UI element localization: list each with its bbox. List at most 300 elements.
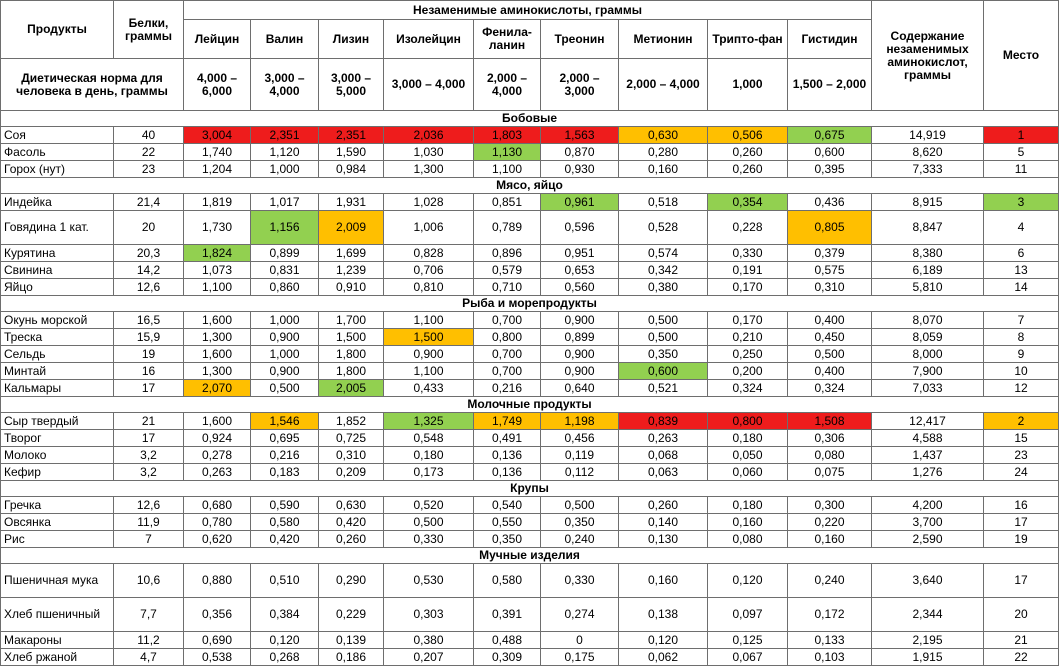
- rank-value: 24: [984, 464, 1059, 481]
- norm-value-6: 2,000 – 4,000: [619, 59, 708, 111]
- amino-value: 1,100: [384, 312, 474, 329]
- amino-value: 0,229: [319, 598, 384, 632]
- table-row: [1, 312, 1059, 329]
- amino-value: 1,508: [788, 413, 872, 430]
- amino-value: 0,870: [541, 144, 619, 161]
- amino-value: 1,300: [384, 161, 474, 178]
- amino-value: 0,500: [619, 312, 708, 329]
- amino-value: 0,590: [251, 497, 319, 514]
- amino-value: 1,819: [184, 194, 251, 211]
- amino-value: 1,073: [184, 262, 251, 279]
- amino-value: 0,207: [384, 649, 474, 666]
- protein-value: 12,6: [114, 279, 184, 296]
- amino-value: 0,899: [251, 245, 319, 262]
- amino-value: 0,330: [541, 564, 619, 598]
- product-name: Молоко: [1, 447, 114, 464]
- amino-value: 0,186: [319, 649, 384, 666]
- total-value: 5,810: [872, 279, 984, 296]
- amino-value: 1,699: [319, 245, 384, 262]
- norm-value-4: 2,000 – 4,000: [474, 59, 541, 111]
- protein-value: 15,9: [114, 329, 184, 346]
- table-row: [1, 531, 1059, 548]
- product-name: Яйцо: [1, 279, 114, 296]
- amino-value: 0,216: [251, 447, 319, 464]
- amino-value: 0,580: [251, 514, 319, 531]
- protein-value: 7: [114, 531, 184, 548]
- header-rank: Место: [984, 1, 1059, 111]
- protein-value: 40: [114, 127, 184, 144]
- amino-value: 0,170: [708, 279, 788, 296]
- table-row: [1, 598, 1059, 632]
- amino-value: 0,675: [788, 127, 872, 144]
- amino-value: 0,706: [384, 262, 474, 279]
- rank-value: 17: [984, 564, 1059, 598]
- table-row: [1, 211, 1059, 245]
- amino-value: 0,560: [541, 279, 619, 296]
- amino-value: 0,538: [184, 649, 251, 666]
- amino-value: 0,780: [184, 514, 251, 531]
- amino-value: 0,112: [541, 464, 619, 481]
- table-body: [1, 111, 1059, 666]
- norm-value-8: 1,500 – 2,000: [788, 59, 872, 111]
- amino-value: 0,209: [319, 464, 384, 481]
- total-value: 8,620: [872, 144, 984, 161]
- amino-value: 0,350: [619, 346, 708, 363]
- rank-value: 22: [984, 649, 1059, 666]
- table-row: [1, 413, 1059, 430]
- norm-value-3: 3,000 – 4,000: [384, 59, 474, 111]
- amino-value: 0,961: [541, 194, 619, 211]
- header-amino-5: Треонин: [541, 20, 619, 59]
- amino-value: 1,600: [184, 312, 251, 329]
- amino-value: 0,640: [541, 380, 619, 397]
- amino-value: 0,880: [184, 564, 251, 598]
- amino-value: 0,324: [788, 380, 872, 397]
- amino-value: 1,130: [474, 144, 541, 161]
- amino-value: 0,130: [619, 531, 708, 548]
- rank-value: 3: [984, 194, 1059, 211]
- amino-value: 1,600: [184, 413, 251, 430]
- total-value: 3,700: [872, 514, 984, 531]
- rank-value: 21: [984, 632, 1059, 649]
- table-row: [1, 144, 1059, 161]
- product-name: Говядина 1 кат.: [1, 211, 114, 245]
- total-value: 3,640: [872, 564, 984, 598]
- amino-value: 1,824: [184, 245, 251, 262]
- product-name: Овсянка: [1, 514, 114, 531]
- amino-value: 1,800: [319, 363, 384, 380]
- amino-value: 0,700: [474, 363, 541, 380]
- amino-value: 1,800: [319, 346, 384, 363]
- section-title: Молочные продукты: [1, 397, 1059, 413]
- amino-value: 1,325: [384, 413, 474, 430]
- protein-value: 17: [114, 430, 184, 447]
- amino-value: 1,120: [251, 144, 319, 161]
- amino-value: 0,068: [619, 447, 708, 464]
- amino-value: 1,030: [384, 144, 474, 161]
- amino-value: 2,009: [319, 211, 384, 245]
- amino-value: 0,580: [474, 564, 541, 598]
- amino-value: 0,120: [708, 564, 788, 598]
- amino-value: 0,491: [474, 430, 541, 447]
- amino-value: 1,000: [251, 161, 319, 178]
- total-value: 4,200: [872, 497, 984, 514]
- amino-value: 1,600: [184, 346, 251, 363]
- rank-value: 4: [984, 211, 1059, 245]
- amino-value: 0,160: [619, 161, 708, 178]
- table-row: [1, 363, 1059, 380]
- amino-value: 0,851: [474, 194, 541, 211]
- amino-value: 0: [541, 632, 619, 649]
- amino-value: 0,839: [619, 413, 708, 430]
- amino-value: 0,805: [788, 211, 872, 245]
- amino-value: 0,354: [708, 194, 788, 211]
- amino-value: 0,310: [788, 279, 872, 296]
- amino-value: 0,900: [251, 329, 319, 346]
- protein-value: 14,2: [114, 262, 184, 279]
- rank-value: 20: [984, 598, 1059, 632]
- amino-value: 0,263: [619, 430, 708, 447]
- amino-value: 0,456: [541, 430, 619, 447]
- norm-value-1: 3,000 – 4,000: [251, 59, 319, 111]
- amino-value: 1,100: [384, 363, 474, 380]
- amino-value: 0,274: [541, 598, 619, 632]
- total-value: 8,847: [872, 211, 984, 245]
- table-row: [1, 649, 1059, 666]
- header-total: Содержание незаменимых аминокислот, граммы: [872, 1, 984, 111]
- table-row: [1, 346, 1059, 363]
- amino-value: 0,810: [384, 279, 474, 296]
- table-row: [1, 447, 1059, 464]
- total-value: 4,588: [872, 430, 984, 447]
- rank-value: 13: [984, 262, 1059, 279]
- amino-value: 0,220: [788, 514, 872, 531]
- amino-value: 1,000: [251, 346, 319, 363]
- amino-value: 0,280: [619, 144, 708, 161]
- total-value: 7,900: [872, 363, 984, 380]
- header-amino-2: Лизин: [319, 20, 384, 59]
- protein-value: 17: [114, 380, 184, 397]
- amino-value: 0,436: [788, 194, 872, 211]
- amino-value: 1,730: [184, 211, 251, 245]
- amino-value: 1,931: [319, 194, 384, 211]
- rank-value: 2: [984, 413, 1059, 430]
- amino-value: 1,000: [251, 312, 319, 329]
- amino-value: 1,852: [319, 413, 384, 430]
- rank-value: 8: [984, 329, 1059, 346]
- product-name: Горох (нут): [1, 161, 114, 178]
- protein-value: 4,7: [114, 649, 184, 666]
- amino-value: 0,860: [251, 279, 319, 296]
- amino-value: 0,900: [251, 363, 319, 380]
- amino-value: 0,700: [474, 346, 541, 363]
- amino-value: 1,028: [384, 194, 474, 211]
- amino-value: 1,204: [184, 161, 251, 178]
- amino-value: 0,180: [384, 447, 474, 464]
- total-value: 8,000: [872, 346, 984, 363]
- norm-value-0: 4,000 – 6,000: [184, 59, 251, 111]
- amino-value: 0,930: [541, 161, 619, 178]
- amino-value: 0,924: [184, 430, 251, 447]
- amino-value: 1,156: [251, 211, 319, 245]
- header-amino-0: Лейцин: [184, 20, 251, 59]
- product-name: Индейка: [1, 194, 114, 211]
- amino-value: 0,160: [788, 531, 872, 548]
- rank-value: 6: [984, 245, 1059, 262]
- amino-value: 0,278: [184, 447, 251, 464]
- product-name: Творог: [1, 430, 114, 447]
- amino-value: 0,120: [251, 632, 319, 649]
- amino-value: 0,191: [708, 262, 788, 279]
- amino-value: 0,550: [474, 514, 541, 531]
- amino-value: 0,630: [619, 127, 708, 144]
- amino-value: 0,831: [251, 262, 319, 279]
- amino-value: 0,380: [619, 279, 708, 296]
- product-name: Пшеничная мука: [1, 564, 114, 598]
- amino-value: 0,136: [474, 447, 541, 464]
- amino-value: 0,140: [619, 514, 708, 531]
- amino-value: 0,510: [251, 564, 319, 598]
- total-value: 2,344: [872, 598, 984, 632]
- amino-value: 0,050: [708, 447, 788, 464]
- amino-value: 0,136: [474, 464, 541, 481]
- header-amino-1: Валин: [251, 20, 319, 59]
- amino-value: 2,005: [319, 380, 384, 397]
- amino-value: 0,133: [788, 632, 872, 649]
- total-value: 8,380: [872, 245, 984, 262]
- amino-value: 1,006: [384, 211, 474, 245]
- product-name: Соя: [1, 127, 114, 144]
- norm-label: Диетическая норма для человека в день, граммы: [1, 59, 184, 111]
- amino-value: 0,250: [708, 346, 788, 363]
- amino-value: 1,700: [319, 312, 384, 329]
- amino-value: 0,180: [708, 497, 788, 514]
- amino-value: 0,350: [474, 531, 541, 548]
- amino-value: 0,216: [474, 380, 541, 397]
- amino-value: 0,528: [619, 211, 708, 245]
- rank-value: 23: [984, 447, 1059, 464]
- protein-value: 16: [114, 363, 184, 380]
- amino-value: 0,138: [619, 598, 708, 632]
- header-protein: Белки, граммы: [114, 1, 184, 59]
- section-row: [1, 548, 1059, 564]
- table-row: [1, 564, 1059, 598]
- table-row: [1, 245, 1059, 262]
- product-name: Окунь морской: [1, 312, 114, 329]
- amino-value: 0,380: [384, 632, 474, 649]
- table-row: [1, 464, 1059, 481]
- protein-value: 12,6: [114, 497, 184, 514]
- table-row: [1, 380, 1059, 397]
- protein-value: 20,3: [114, 245, 184, 262]
- product-name: Треска: [1, 329, 114, 346]
- amino-value: 0,268: [251, 649, 319, 666]
- section-row: [1, 397, 1059, 413]
- protein-value: 16,5: [114, 312, 184, 329]
- section-title: Мясо, яйцо: [1, 178, 1059, 194]
- section-row: [1, 111, 1059, 127]
- protein-value: 21,4: [114, 194, 184, 211]
- header-amino-7: Трипто-фан: [708, 20, 788, 59]
- section-row: [1, 296, 1059, 312]
- amino-value: 0,263: [184, 464, 251, 481]
- product-name: Макароны: [1, 632, 114, 649]
- amino-value: 1,500: [319, 329, 384, 346]
- amino-value: 0,420: [251, 531, 319, 548]
- amino-value: 0,200: [708, 363, 788, 380]
- norm-value-7: 1,000: [708, 59, 788, 111]
- header-amino-8: Гистидин: [788, 20, 872, 59]
- norm-value-2: 3,000 – 5,000: [319, 59, 384, 111]
- amino-value: 0,520: [384, 497, 474, 514]
- table-row: [1, 430, 1059, 447]
- protein-value: 21: [114, 413, 184, 430]
- amino-value: 0,500: [541, 497, 619, 514]
- amino-value: 0,548: [384, 430, 474, 447]
- amino-value: 0,379: [788, 245, 872, 262]
- amino-value: 0,900: [541, 363, 619, 380]
- total-value: 1,276: [872, 464, 984, 481]
- rank-value: 16: [984, 497, 1059, 514]
- protein-value: 20: [114, 211, 184, 245]
- rank-value: 15: [984, 430, 1059, 447]
- amino-value: 0,700: [474, 312, 541, 329]
- amino-value: 0,710: [474, 279, 541, 296]
- amino-value: 0,695: [251, 430, 319, 447]
- protein-value: 23: [114, 161, 184, 178]
- protein-value: 3,2: [114, 447, 184, 464]
- table-row: [1, 127, 1059, 144]
- product-name: Курятина: [1, 245, 114, 262]
- amino-value: 1,017: [251, 194, 319, 211]
- amino-value: 1,300: [184, 329, 251, 346]
- amino-value: 0,420: [319, 514, 384, 531]
- amino-value: 0,789: [474, 211, 541, 245]
- rank-value: 11: [984, 161, 1059, 178]
- protein-value: 7,7: [114, 598, 184, 632]
- amino-value: 0,183: [251, 464, 319, 481]
- amino-value: 0,356: [184, 598, 251, 632]
- amino-value: 3,004: [184, 127, 251, 144]
- amino-value: 0,400: [788, 312, 872, 329]
- section-row: [1, 481, 1059, 497]
- rank-value: 14: [984, 279, 1059, 296]
- amino-value: 0,097: [708, 598, 788, 632]
- rank-value: 17: [984, 514, 1059, 531]
- table-row: [1, 194, 1059, 211]
- product-name: Рис: [1, 531, 114, 548]
- amino-value: 0,900: [541, 346, 619, 363]
- table-row: [1, 497, 1059, 514]
- amino-value: 0,173: [384, 464, 474, 481]
- amino-value: 0,260: [708, 161, 788, 178]
- amino-value: 1,590: [319, 144, 384, 161]
- amino-value: 1,300: [184, 363, 251, 380]
- product-name: Фасоль: [1, 144, 114, 161]
- header-amino-6: Метионин: [619, 20, 708, 59]
- rank-value: 19: [984, 531, 1059, 548]
- amino-value: 2,351: [251, 127, 319, 144]
- amino-value: 1,740: [184, 144, 251, 161]
- table-row: [1, 329, 1059, 346]
- amino-value: 0,391: [474, 598, 541, 632]
- amino-value: 0,828: [384, 245, 474, 262]
- amino-value: 0,103: [788, 649, 872, 666]
- amino-value: 0,690: [184, 632, 251, 649]
- amino-value: 0,310: [319, 447, 384, 464]
- amino-value: 0,984: [319, 161, 384, 178]
- amino-value: 0,139: [319, 632, 384, 649]
- amino-value: 0,596: [541, 211, 619, 245]
- amino-value: 0,324: [708, 380, 788, 397]
- product-name: Хлеб ржаной: [1, 649, 114, 666]
- amino-value: 0,500: [384, 514, 474, 531]
- amino-value: 0,260: [319, 531, 384, 548]
- product-name: Гречка: [1, 497, 114, 514]
- amino-value: 0,330: [708, 245, 788, 262]
- amino-value: 0,260: [619, 497, 708, 514]
- rank-value: 1: [984, 127, 1059, 144]
- section-row: [1, 178, 1059, 194]
- amino-value: 0,080: [708, 531, 788, 548]
- rank-value: 7: [984, 312, 1059, 329]
- amino-value: 0,080: [788, 447, 872, 464]
- amino-value: 0,488: [474, 632, 541, 649]
- rank-value: 12: [984, 380, 1059, 397]
- amino-value: 2,036: [384, 127, 474, 144]
- amino-value: 0,575: [788, 262, 872, 279]
- amino-value: 0,530: [384, 564, 474, 598]
- amino-value: 0,309: [474, 649, 541, 666]
- protein-value: 3,2: [114, 464, 184, 481]
- table-row: [1, 514, 1059, 531]
- amino-value: 0,800: [708, 413, 788, 430]
- header-amino-4: Фенила-ланин: [474, 20, 541, 59]
- amino-value: 0,800: [474, 329, 541, 346]
- amino-value: 0,400: [788, 363, 872, 380]
- amino-value: 0,172: [788, 598, 872, 632]
- total-value: 6,189: [872, 262, 984, 279]
- amino-value: 0,896: [474, 245, 541, 262]
- amino-value: 0,240: [788, 564, 872, 598]
- amino-value: 0,540: [474, 497, 541, 514]
- amino-value: 0,620: [184, 531, 251, 548]
- amino-value: 0,120: [619, 632, 708, 649]
- amino-value: 0,395: [788, 161, 872, 178]
- amino-value: 0,680: [184, 497, 251, 514]
- amino-value: 1,803: [474, 127, 541, 144]
- amino-value: 0,630: [319, 497, 384, 514]
- section-title: Мучные изделия: [1, 548, 1059, 564]
- amino-value: 0,240: [541, 531, 619, 548]
- amino-value: 0,330: [384, 531, 474, 548]
- amino-value: 0,500: [788, 346, 872, 363]
- amino-value: 0,951: [541, 245, 619, 262]
- total-value: 8,059: [872, 329, 984, 346]
- section-title: Бобовые: [1, 111, 1059, 127]
- total-value: 7,033: [872, 380, 984, 397]
- amino-value: 0,899: [541, 329, 619, 346]
- amino-value: 0,067: [708, 649, 788, 666]
- amino-value: 1,749: [474, 413, 541, 430]
- protein-value: 19: [114, 346, 184, 363]
- amino-value: 0,506: [708, 127, 788, 144]
- table-row: [1, 161, 1059, 178]
- table-row: [1, 632, 1059, 649]
- amino-value: 0,500: [251, 380, 319, 397]
- amino-value: 0,075: [788, 464, 872, 481]
- amino-value: 0,063: [619, 464, 708, 481]
